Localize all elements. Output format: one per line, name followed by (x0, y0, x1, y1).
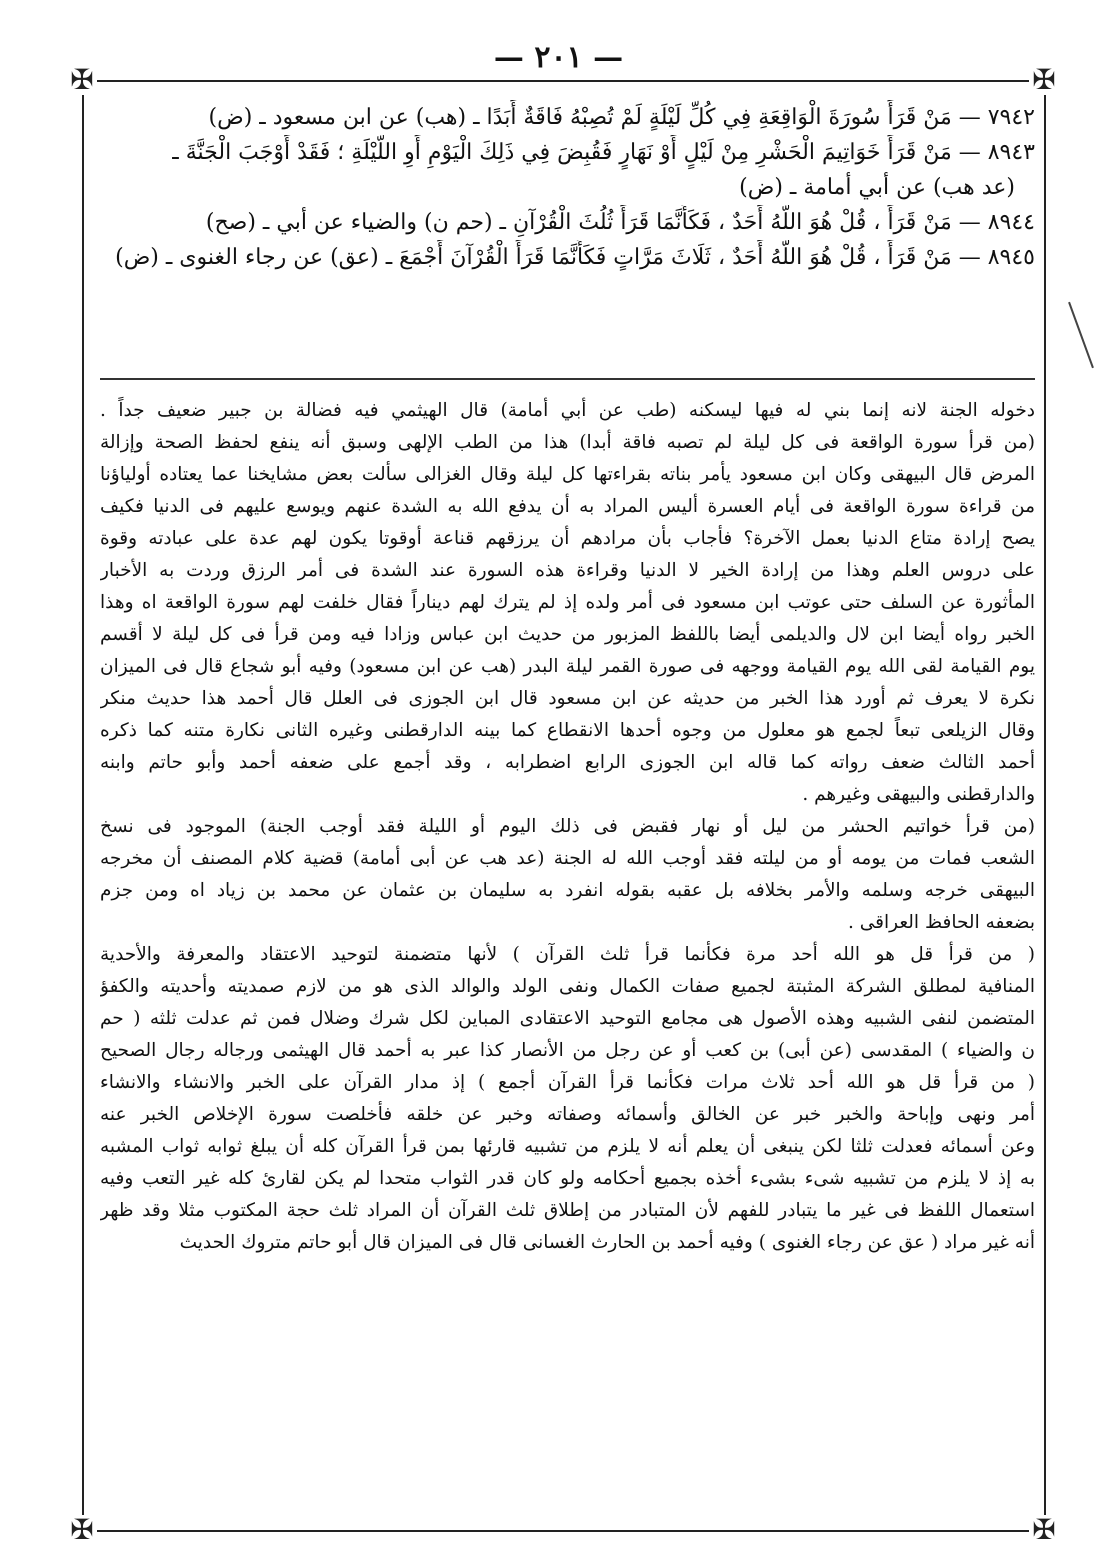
section-divider (100, 378, 1035, 380)
frame-left-border (82, 80, 84, 1530)
corner-ornament-icon: ✠ (1029, 65, 1059, 95)
hadith-8943-source: (عد هب) عن أبي أمامة ـ (ض) (739, 175, 1015, 200)
commentary-line: نكرة لا يعرف ثم أورد هذا الخبر من حديثه عن ابن مسعود قال ابن الجوزى فى العلل قال أحمد هذا حديث منكر (100, 688, 1035, 709)
corner-ornament-icon: ✠ (1029, 1515, 1059, 1545)
commentary-line: أمر ونهى وإباحة والخبر خبر عن الخالق وأسمائه وصفاته وخبر عن خلقه فأخلصت سورة الإخلاص الخبر عنه (100, 1104, 1035, 1125)
commentary-line: يوم القيامة لقى الله يوم القيامة ووجهه فى صورة القمر ليلة البدر (هب عن ابن مسعود) وفيه أبو شجاع قال فى الميزان (100, 656, 1035, 677)
commentary-line: وعن أسمائه فعدلت ثلثا لكن ينبغى أن يعلم أنه لا يلزم من تشبيه قارئها بمن قرأ القرآن كله أن يبلغ ثوابه ثواب المشبه (100, 1136, 1035, 1157)
hadith-8943: ٨٩٤٣ — مَنْ قَرَأَ خَوَاتِيمَ الْحَشْرِ مِنْ لَيْلٍ أَوْ نَهَارٍ فَقُبِضَ فِي ذَلِكَ الْيَوْمِ أَوِ اللَّيْلَةِ ؛ فَقَدْ أَوْجَبَ الْجَنَّةَ ـ (172, 140, 1035, 165)
commentary-line: المتضمن لنفى الشبيه وهذه الأصول هى مجامع التوحيد الاعتقادى المباين لكل شرك وضلال فمن ثم عدلت ثلثه ( حم (100, 1008, 1035, 1029)
commentary-line: على دروس العلم وهذا من إرادة الخير لا الدنيا وقراءة هذه السورة عند الشدة فى أمر الرزق وردت به الأخبار (100, 560, 1035, 581)
corner-ornament-icon: ✠ (67, 65, 97, 95)
commentary-line: أحمد الثالث ضعف رواته كما قاله ابن الجوزى الرابع اضطرابه ، وقد أجمع على ضعفه أحمد وأبو حاتم وابنه (100, 752, 1035, 773)
commentary-line: ( من قرأ قل هو الله أحد مرة فكأنما قرأ ثلث القرآن ) لأنها متضمنة لتوحيد الاعتقاد والمعرفة والأحدية (100, 944, 1035, 965)
commentary-line: أنه غير مراد ( عق عن رجاء الغنوى ) وفيه أحمد بن الحارث الغسانى قال فى الميزان قال أبو حاتم متروك الحديث (179, 1232, 1035, 1253)
commentary-line: والدارقطنى والبيهقى وغيرهم . (802, 784, 1035, 805)
commentary-line: وقال الزيلعى تبعاً لجمع هو معلول من وجوه أحدها الانقطاع كما بينه الدارقطنى وغيره الثانى نكارة متنه كما ذكره (100, 720, 1035, 741)
commentary-line: بضعفه الحافظ العراقى . (848, 912, 1035, 933)
frame-top-border (82, 80, 1046, 82)
commentary-line: (من قرأ سورة الواقعة فى كل ليلة لم تصبه فاقة أبدا) هذا من الطب الإلهى وسبق أنه ينفع لحفظ الصحة وإزالة (100, 432, 1035, 453)
corner-ornament-icon: ✠ (67, 1515, 97, 1545)
commentary-line: دخوله الجنة لانه إنما بني له فيها ليسكنه (طب عن أبي أمامة) قال الهيثمي فيه فضالة بن جبير ضعيف جداً . (100, 400, 1035, 421)
commentary-line: الخبر رواه أيضا ابن لال والديلمى أيضا باللفظ المزبور من حديث ابن عباس وزادا فيه ومن قرأ فى كل ليلة لا أقسم (100, 624, 1035, 645)
commentary-line: الشعب فمات من يومه أو من ليلته فقد أوجب الله له الجنة (عد هب عن أبى أمامة) قضية كلام المصنف أن مخرجه (100, 848, 1035, 869)
hadith-section (100, 100, 1035, 275)
commentary-line: البيهقى خرجه وسلمه والأمر بخلافه بل عقبه بقوله انفرد به سليمان بن عثمان عن محمد بن زياد اه ومن جزم (100, 880, 1035, 901)
commentary-line: (من قرأ خواتيم الحشر من ليل أو نهار فقبض فى ذلك اليوم أو الليلة فقد أوجب الجنة) الموجود فى نسخ (100, 816, 1035, 837)
frame-bottom-border (82, 1530, 1046, 1532)
hadith-8944: ٨٩٤٤ — مَنْ قَرَأَ ، قُلْ هُوَ اللَّهُ أَحَدٌ ، فَكَأَنَّمَا قَرَأَ ثُلُثَ الْقُرْآنِ ـ (حم ن) والضياء عن أبي ـ (صح) (205, 210, 1035, 235)
hadith-7942: ٧٩٤٢ — مَنْ قَرَأَ سُورَةَ الْوَاقِعَةِ فِي كُلِّ لَيْلَةٍ لَمْ تُصِبْهُ فَاقَةٌ أَبَدًا ـ (هب) عن ابن مسعود ـ (ض) (208, 105, 1035, 130)
commentary-line: المأثورة عن السلف حتى عوتب ابن مسعود فى أمر ولده إذ لم يترك لهم ديناراً فقال خلفت لهم سورة الواقعة اه وهذا (100, 592, 1035, 613)
page-number: — ٢٠١ — (493, 40, 624, 75)
commentary-line: به إذ لا يلزم من تشبيه شىء بشىء أخذه بجميع أحكامه ولو كان قدر الثواب متحدا لم يكن لقارئ كله غير التعب وفيه (100, 1168, 1035, 1189)
frame-right-border (1044, 80, 1046, 1530)
commentary-line: يصح إرادة متاع الدنيا بعمل الآخرة؟ فأجاب بأن مرادهم أن يرزقهم قناعة أوقوتا يكون لهم عدة على عبادته وقوة (100, 528, 1035, 549)
commentary-line: من قراءة سورة الواقعة فى أيام العسرة أليس المراد به أن يدفع الله به الشدة عنهم ويوسع عليهم فى الدنيا فكيف (100, 496, 1035, 517)
hadith-8945: ٨٩٤٥ — مَنْ قَرَأَ ، قُلْ هُوَ اللَّهُ أَحَدٌ ، ثَلَاثَ مَرَّاتٍ فَكَأَنَّمَا قَرَأَ الْقُرْآنَ أَجْمَعَ ـ (عق) عن رجاء الغنوى ـ (ض) (115, 245, 1035, 270)
commentary-section (100, 395, 1035, 1259)
commentary-line: ( من قرأ قل هو الله أحد ثلاث مرات فكأنما قرأ القرآن أجمع ) إذ مدار القرآن على الخبر والانشاء والانشاء (100, 1072, 1035, 1093)
margin-pen-mark (1068, 302, 1094, 368)
commentary-line: ن والضياء ) المقدسى (عن أبى) بن كعب أو عن رجل من الأنصار كذا عبر به أحمد قال الهيثمى ورجاله رجال الصحيح (100, 1040, 1035, 1061)
commentary-line: المنافية لمطلق الشركة المثبتة لجميع صفات الكمال ونفى الولد والوالد الذى هو من لازم صمديته وأحديته والكفؤ (100, 976, 1035, 997)
commentary-line: المرض قال البيهقى وكان ابن مسعود يأمر بناته بقراءتها كل ليلة وقال الغزالى سألت بعض مشايخنا عما يعتاده أولياؤنا (100, 464, 1035, 485)
commentary-line: استعمال اللفظ فى غير ما يتبادر للفهم لأن المتبادر من إطلاق ثلث القرآن أن المراد ثلث حجة المكتوب مثلا وقد ظهر (100, 1200, 1035, 1221)
